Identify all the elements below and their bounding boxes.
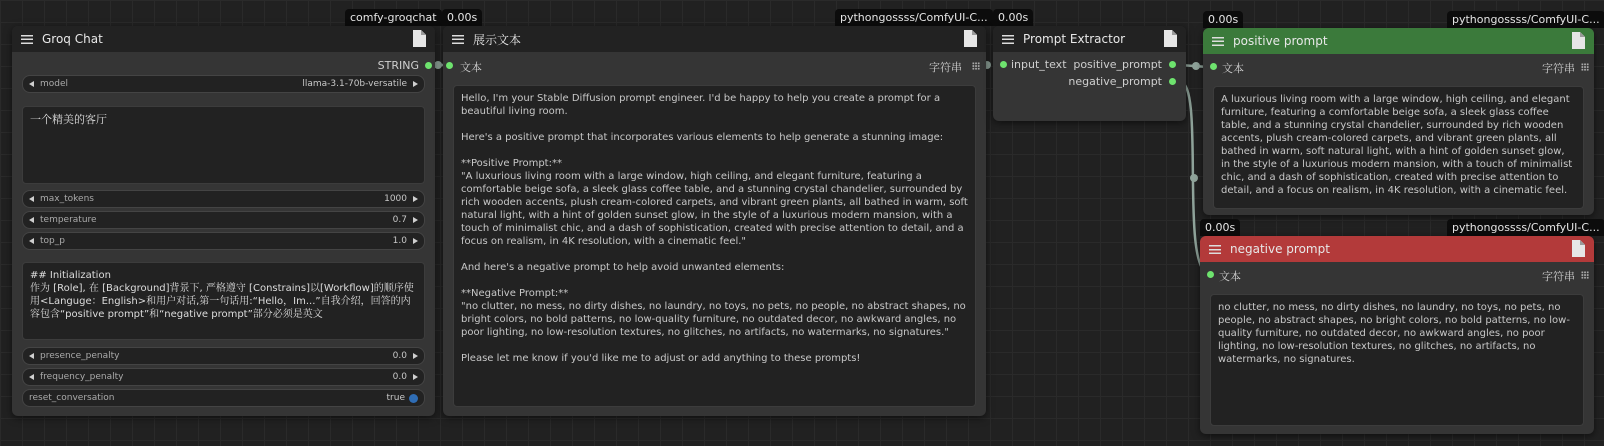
menu-icon[interactable] [1209,245,1221,254]
extractor-time-badge: 0.00s [993,9,1033,26]
max-tokens-input[interactable] [22,190,425,208]
output-socket-positive[interactable] [1169,61,1176,68]
input-label: 文本 [1219,270,1241,283]
arrow-left-icon[interactable] [29,238,34,244]
node-title: negative prompt [1230,242,1330,256]
output-label: 字符串 [1542,62,1575,75]
output-label-positive: positive_prompt [1073,58,1162,71]
arrow-left-icon[interactable] [29,81,34,87]
arrow-left-icon[interactable] [29,196,34,202]
negative-prompt-body[interactable]: no clutter, no mess, no dirty dishes, no laundry, no toys, no pets, no people, no abstract shapes, no bright colors, no bold patterns, no low-quality furniture, no outdated decor, no awkward angles, no poor lighting, no low-resolution textures, no glitches, no artifacts, no watermarks, no signatures. [1210,294,1584,426]
arrow-left-icon[interactable] [29,374,34,380]
positive-source-badge: pythongossss/ComfyUI-C... [1447,11,1604,28]
toggle-icon[interactable] [409,394,418,403]
link-dot [1192,62,1200,70]
input-label: 文本 [1222,62,1244,75]
groq-chat-header[interactable] [12,26,435,52]
input-socket-input-text[interactable] [1000,61,1007,68]
widget-label: max_tokens [40,194,94,204]
link-dot [1190,174,1198,182]
show-text-node[interactable] [443,26,986,416]
show-text-body[interactable]: Hello, I'm your Stable Diffusion prompt engineer. I'd be happy to help you create a prompt for a beautiful living room. Here's a positive prompt that incorporates various elements to help generate a stunning image: **Positive Prompt:** "A luxurious living room with a large window, high ceiling, and elegant furniture, featuring a comfortable beige sofa, a sleek glass coffee table, and a stunning crystal chandelier, surrounded by rich wooden accents, plush cream-colored carpets, and vibrant green plants, all bathed in warm, soft natural light, with a hint of golden sunset glow, in the style of a luxurious modern mansion, with a touch of minimalist chic, and a dash of sophistication, created with precise attention to detail, and a focus on realism, in 4K resolution, with a cinematic feel." And here's a negative prompt to help avoid unwanted elements: **Negative Prompt:** "no clutter, no mess, no dirty dishes, no laundry, no toys, no pets, no people, no abstract shapes, no bright colors, no bold patterns, no low-quality furniture, no outdated decor, no awkward angles, no poor lighting, no low-resolution textures, no glitches, no artifacts, no watermarks, no signatures." Please let me know if you'd like me to adjust or add anything to these prompts! [453,85,976,407]
positive-prompt-node[interactable] [1203,28,1594,215]
model-select[interactable] [22,75,425,93]
node-title: Groq Chat [42,32,103,46]
input-socket-text[interactable] [1210,63,1217,70]
widget-value: llama-3.1-70b-versatile [302,79,407,89]
widget-value: 1000 [384,194,407,204]
arrow-right-icon[interactable] [413,81,418,87]
widget-value: 1.0 [392,236,407,246]
prompt-extractor-node[interactable] [993,26,1186,121]
groq-source-badge: comfy-groqchat [345,9,442,26]
positive-prompt-body[interactable]: A luxurious living room with a large window, high ceiling, and elegant furniture, featuring a comfortable beige sofa, a sleek glass coffee table, and a stunning crystal chandelier, surrounded by rich wooden accents, plush cream-colored carpets, and vibrant green plants, all bathed in warm, soft natural light, with a hint of golden sunset glow, in the style of a luxurious modern mansion, with a touch of minimalist chic, and a dash of sophistication, created with precise attention to detail, and a focus on realism, in 4K resolution, with a cinematic feel. [1213,86,1584,209]
widget-label: temperature [40,215,97,225]
link-dot [434,61,442,69]
grid-icon[interactable] [1581,271,1589,279]
document-icon[interactable] [413,30,426,47]
user-prompt-textarea[interactable]: 一个精美的客厅 [22,106,425,184]
arrow-right-icon[interactable] [413,353,418,359]
show-time-badge: 0.00s [442,9,482,26]
output-socket-string[interactable] [425,62,432,69]
arrow-right-icon[interactable] [413,196,418,202]
arrow-right-icon[interactable] [413,217,418,223]
output-socket-negative[interactable] [1169,78,1176,85]
input-socket-text[interactable] [446,62,453,69]
show-source-badge: pythongossss/ComfyUI-C... [835,9,993,26]
menu-icon[interactable] [1002,35,1014,44]
arrow-left-icon[interactable] [29,217,34,223]
temperature-input[interactable] [22,211,425,229]
widget-label: model [40,79,69,89]
presence-penalty-input[interactable] [22,347,425,365]
node-title: Prompt Extractor [1023,32,1126,46]
show-text-header[interactable] [443,26,986,52]
input-socket-text[interactable] [1207,271,1214,278]
widget-value: true [386,393,405,403]
widget-value: 0.0 [392,351,407,361]
negative-source-badge: pythongossss/ComfyUI-C... [1447,219,1604,236]
arrow-left-icon[interactable] [29,353,34,359]
input-label: 文本 [460,61,482,74]
input-label: input_text [1011,58,1067,71]
negative-prompt-header[interactable] [1200,236,1594,262]
widget-label: frequency_penalty [40,372,124,382]
negative-prompt-node[interactable] [1200,236,1594,434]
reset-conversation-toggle[interactable] [22,389,425,407]
menu-icon[interactable] [1212,37,1224,46]
node-title: positive prompt [1233,34,1328,48]
frequency-penalty-input[interactable] [22,368,425,386]
widget-label: top_p [40,236,65,246]
widget-value: 0.7 [392,215,407,225]
grid-icon[interactable] [972,62,980,70]
output-label: 字符串 [1542,270,1575,283]
prompt-extractor-header[interactable] [993,26,1186,52]
positive-prompt-header[interactable] [1203,28,1594,54]
negative-time-badge: 0.00s [1200,219,1240,236]
output-label: 字符串 [929,61,962,74]
document-icon[interactable] [1572,32,1585,49]
arrow-right-icon[interactable] [413,238,418,244]
menu-icon[interactable] [452,35,464,44]
widget-label: presence_penalty [40,351,120,361]
menu-icon[interactable] [21,35,33,44]
output-label: STRING [377,59,419,72]
system-prompt-textarea[interactable]: ## Initialization 作为 [Role], 在 [Background]背景下, 严格遵守 [Constrains]以[Workflow]的顺序使用<Languge：English>和用户对话,第一句话用:“Hello，Im...”自我介绍，回答的内容包含“positive prompt”和“negative prompt”部分必须是英文 [22,262,425,340]
arrow-right-icon[interactable] [413,374,418,380]
widget-label: reset_conversation [29,393,115,403]
groq-chat-node[interactable] [12,26,435,416]
node-title: 展示文本 [473,32,522,47]
top-p-input[interactable] [22,232,425,250]
grid-icon[interactable] [1581,63,1589,71]
widget-value: 0.0 [392,372,407,382]
document-icon[interactable] [1572,240,1585,257]
document-icon[interactable] [964,30,977,47]
output-label-negative: negative_prompt [1068,75,1162,88]
positive-time-badge: 0.00s [1203,11,1243,28]
document-icon[interactable] [1164,30,1177,47]
